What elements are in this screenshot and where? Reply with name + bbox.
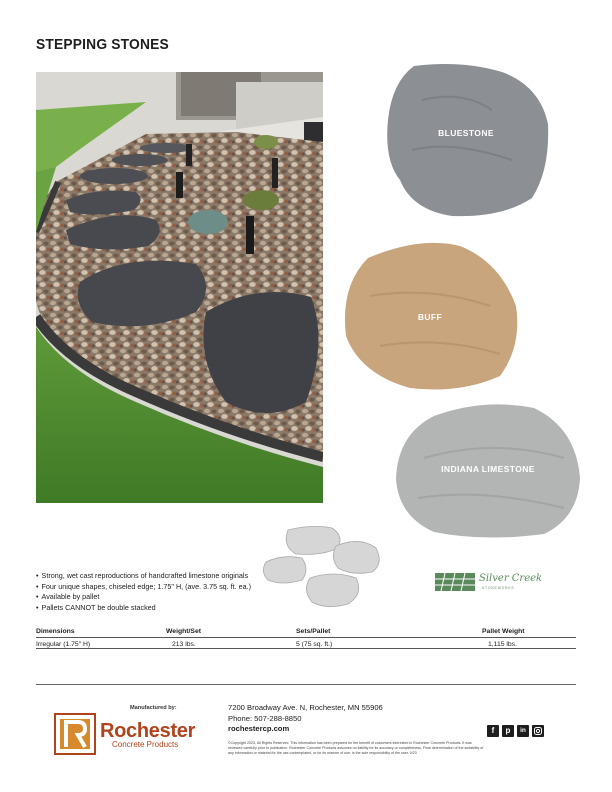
swatch-label-buff: BUFF [417,312,443,322]
footer-divider [36,684,576,685]
brand-name: Rochester [100,720,196,742]
facebook-icon[interactable]: f [487,725,499,737]
instagram-icon[interactable] [532,725,544,737]
pinterest-icon[interactable]: p [502,725,514,737]
contact-block [228,703,383,735]
website-link[interactable]: rochestercp.com [228,724,290,733]
swatch-label-indiana-limestone: INDIANA LIMESTONE [441,464,535,474]
table-cell: Irregular (1.75" H) [36,641,91,648]
table-cell: 1,115 lbs. [488,641,517,648]
table-divider [36,637,576,638]
feature-item: • Four unique shapes, chiseled edge; 1.75" H, (ave. 3.75 sq. ft. ea.) [36,582,251,593]
phone: Phone: 507-288-8850 [228,713,302,723]
feature-item: • Available by pallet [36,592,251,603]
silver-creek-wordmark: Silver Creek [479,573,543,584]
silver-creek-sub: STONEWORKS [482,586,515,590]
feature-item: • Pallets CANNOT be double stacked [36,603,251,614]
address: 7200 Broadway Ave. N, Rochester, MN 55906 [228,703,383,712]
linkedin-icon[interactable]: in [517,725,529,737]
table-row [36,641,576,651]
feature-list [36,571,251,613]
page-title: STEPPING STONES [36,36,169,53]
column-header: Weight/Set [166,628,201,635]
bluestone-swatch [382,60,550,220]
buff-swatch [340,236,522,394]
feature-item: • Strong, wet cast reproductions of handcrafted limestone originals [36,571,251,582]
column-header: Pallet Weight [482,628,525,635]
stepping-stones-photo [36,72,323,503]
column-header: Sets/Pallet [296,628,331,635]
brand-subtitle: Concrete Products [112,740,179,749]
indiana-limestone-swatch [394,398,582,540]
table-cell: 213 lbs. [172,641,196,648]
manufactured-by-label: Manufactured by: [130,705,177,711]
copyright-notice: ©Copyright 2023, All Rights Reserved. This information has been prepared for the benefit of customers interested in Rochester Concrete Products. It was reviewed carefully prior to publication. Rochester Concrete Products assumes no liability for its accuracy or completeness. Final determination of the suitability of any information or material for the use contemplated, or for its manner of use, is the sole responsibility of the user. 0/23 [228,741,484,755]
column-header: Dimensions [36,628,75,635]
rochester-logo [54,713,204,757]
table-divider [36,648,576,649]
silver-creek-logo [435,571,545,593]
table-cell: 5 (75 sq. ft.) [296,641,333,648]
stone-shapes-illustration [262,524,384,610]
swatch-label-bluestone: BLUESTONE [438,128,494,138]
